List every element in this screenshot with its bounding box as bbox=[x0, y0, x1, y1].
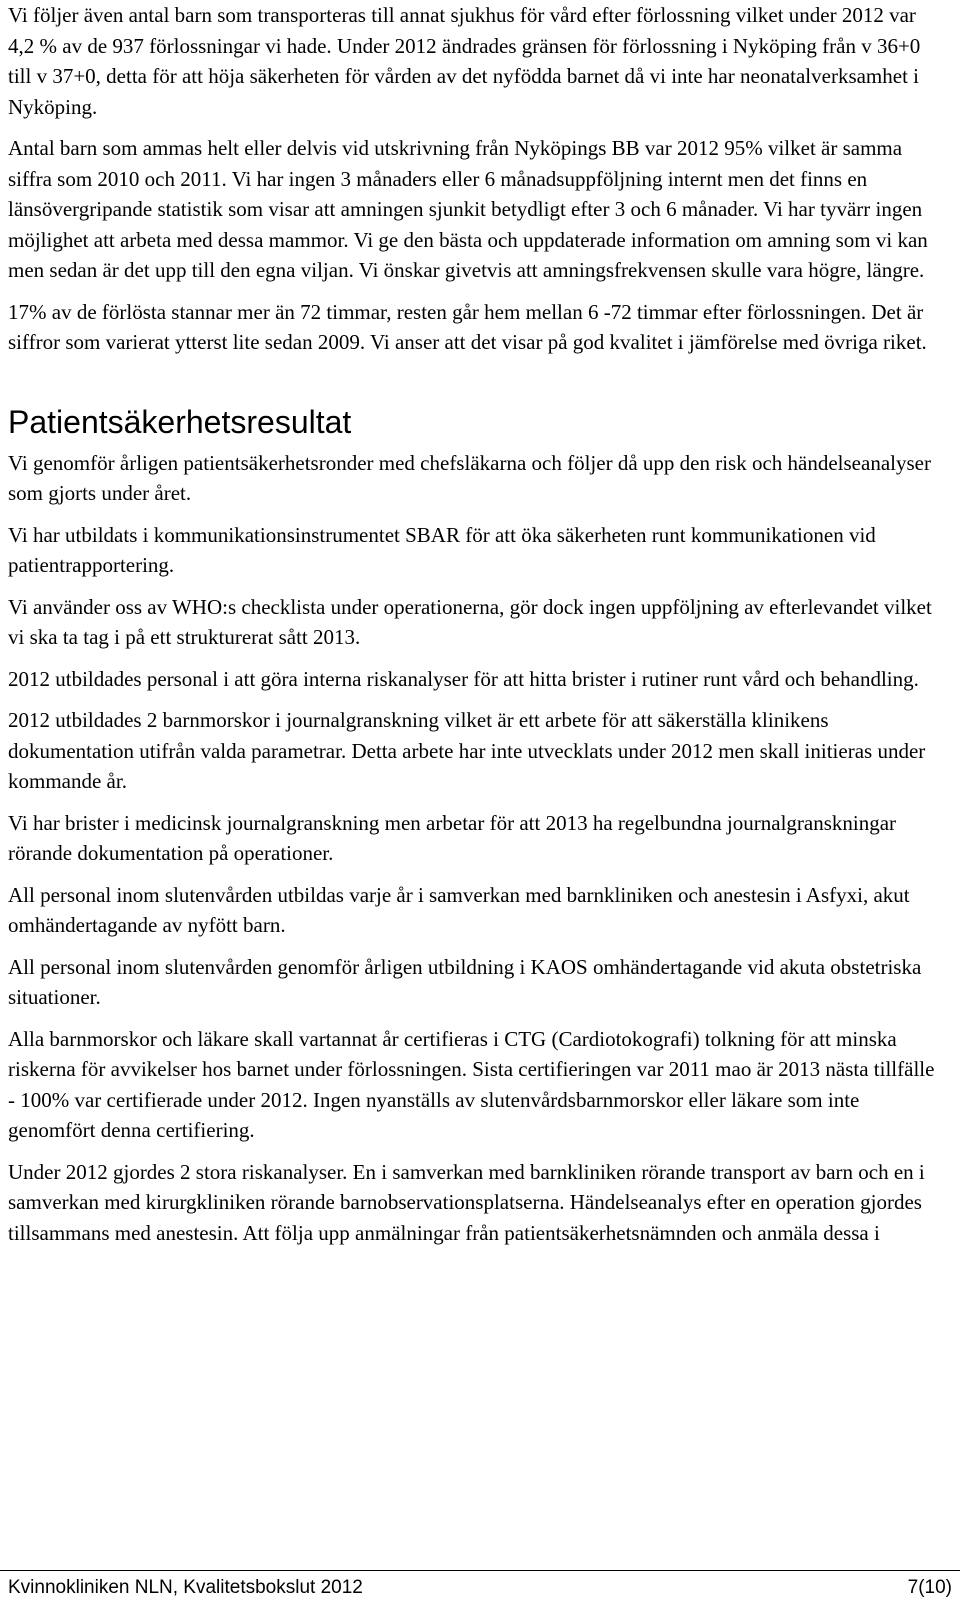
footer-title: Kvinnokliniken NLN, Kvalitetsbokslut 2012 bbox=[8, 1577, 363, 1598]
page-number: 7(10) bbox=[907, 1577, 952, 1598]
section-paragraph-8: All personal inom slutenvården genomför årligen utbildning i KAOS omhändertagande vid akuta obstetriska situationer. bbox=[8, 954, 922, 1009]
document-page bbox=[8, 0, 938, 1259]
section-paragraph-6: Vi har brister i medicinsk journalgranskning men arbetar för att 2013 ha regelbundna journalgranskningar rörande dokumentation på operationer. bbox=[8, 810, 897, 865]
intro-paragraph-3: 17% av de förlösta stannar mer än 72 timmar, resten går hem mellan 6 -72 timmar efter förlossningen. Det är siffror som varierat ytterst lite sedan 2009. Vi anser att det visar på god kvalitet i jämförelse med övriga riket. bbox=[8, 299, 927, 354]
section-paragraph-9: Alla barnmorskor och läkare skall vartannat år certifieras i CTG (Cardiotokografi) tolkning för att minska riskerna för avvikelser hos barnet under förlossningen. Sista certifieringen var 2011 mao är 2013 nästa tillfälle - 100% var certifierade under 2012. Ingen nyanställs av slutenvårdsbarnmorskor eller läkare som inte genomfört denna certifiering. bbox=[8, 1026, 935, 1142]
section-paragraph-4: 2012 utbildades personal i att göra interna riskanalyser för att hitta brister i rutiner runt vård och behandling. bbox=[8, 666, 919, 691]
section-paragraph-3: Vi använder oss av WHO:s checklista under operationerna, gör dock ingen uppföljning av efterlevandet vilket vi ska ta tag i på ett strukturerat sått 2013. bbox=[8, 594, 932, 649]
section-paragraph-2: Vi har utbildats i kommunikationsinstrumentet SBAR för att öka säkerheten runt kommunikationen vid patientrapportering. bbox=[8, 522, 876, 577]
section-paragraph-1: Vi genomför årligen patientsäkerhetsronder med chefsläkarna och följer då upp den risk och händelseanalyser som gjorts under året. bbox=[8, 450, 931, 505]
intro-paragraph-1: Vi följer även antal barn som transporteras till annat sjukhus för vård efter förlossning vilket under 2012 var 4,2 % av de 937 förlossningar vi hade. Under 2012 ändrades gränsen för förlossning i Nyköping från v 36+0 till v 37+0, detta för att höja säkerheten för vården av det nyfödda barnet då vi inte har neonatalverksamhet i Nyköping. bbox=[8, 3, 921, 119]
section-paragraph-5: 2012 utbildades 2 barnmorskor i journalgranskning vilket är ett arbete för att säkerställa klinikens dokumentation utifrån valda parametrar. Detta arbete har inte utvecklats under 2012 men skall initieras under kommande år. bbox=[8, 708, 926, 793]
page-footer bbox=[0, 1570, 960, 1607]
intro-paragraph-2: Antal barn som ammas helt eller delvis vid utskrivning från Nyköpings BB var 2012 95% vilket är samma siffra som 2010 och 2011. Vi har ingen 3 månaders eller 6 månadsuppföljning internt men det finns en länsövergripande statistik som visar att amningen sjunkit betydligt efter 3 och 6 månader. Vi har tyvärr ingen möjlighet att arbeta med dessa mammor. Vi ge den bästa och uppdaterade information om amning som vi kan men sedan är det upp till den egna viljan. Vi önskar givetvis att amningsfrekvensen skulle vara högre, längre. bbox=[8, 136, 928, 282]
section-heading: Patientsäkerhetsresultat bbox=[8, 403, 352, 440]
section-paragraph-7: All personal inom slutenvården utbildas varje år i samverkan med barnkliniken och anestesin i Asfyxi, akut omhändertagande av nyfött barn. bbox=[8, 882, 910, 937]
section-paragraph-10: Under 2012 gjordes 2 stora riskanalyser. En i samverkan med barnkliniken rörande transport av barn och en i samverkan med kirurgkliniken rörande barnobservationsplatserna. Händelseanalys efter en operation gjordes tillsammans med anestesin. Att följa upp anmälningar från patientsäkerhetsnämnden och anmäla dessa i bbox=[8, 1159, 925, 1245]
